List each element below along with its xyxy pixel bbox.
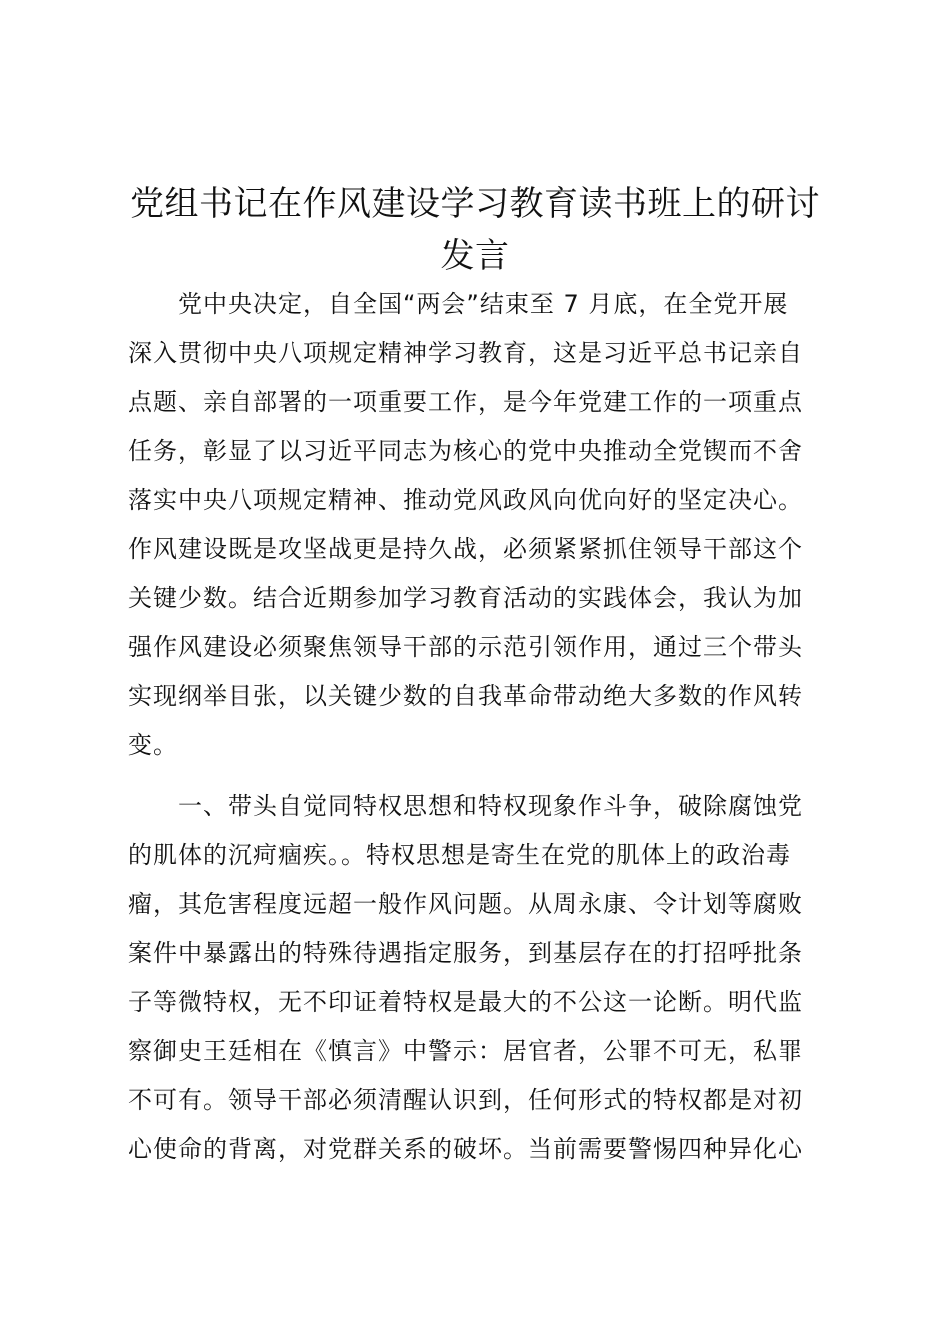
title-line: 发言 [440, 236, 510, 276]
text-line: 实现纲举目张，以关键少数的自我革命带动绝大多数的作风转 [128, 682, 803, 710]
paragraph-section-one [128, 782, 832, 1174]
text-line: 强作风建设必须聚焦领导干部的示范引领作用，通过三个带头 [128, 633, 803, 661]
text-line: 一、带头自觉同特权思想和特权现象作斗争，破除腐蚀党 [128, 792, 803, 820]
text-line: 深入贯彻中央八项规定精神学习教育，这是习近平总书记亲自 [128, 339, 803, 367]
paragraph-gap [128, 770, 832, 782]
title-line: 党组书记在作风建设学习教育读书班上的研讨 [130, 184, 820, 224]
text-line: 瘤，其危害程度远超一般作风问题。从周永康、令计划等腐败 [128, 890, 803, 918]
text-line: 案件中暴露出的特殊待遇指定服务，到基层存在的打招呼批条 [128, 939, 803, 967]
text-line: 落实中央八项规定精神、推动党风政风向优向好的坚定决心。 [128, 486, 803, 514]
text-line: 任务，彰显了以习近平同志为核心的党中央推动全党锲而不舍 [128, 437, 803, 465]
text-line: 变。 [128, 731, 178, 759]
text-line: 心使命的背离，对党群关系的破坏。当前需要警惕四种异化心 [128, 1135, 803, 1163]
text-line: 作风建设既是攻坚战更是持久战，必须紧紧抓住领导干部这个 [128, 535, 803, 563]
text-line: 的肌体的沉疴痼疾。。特权思想是寄生在党的肌体上的政治毒 [128, 841, 791, 869]
text-line: 不可有。领导干部必须清醒认识到，任何形式的特权都是对初 [128, 1086, 803, 1114]
paragraph-intro [128, 280, 832, 770]
text-line: 点题、亲自部署的一项重要工作，是今年党建工作的一项重点 [128, 388, 803, 416]
text-line: 关键少数。结合近期参加学习教育活动的实践体会，我认为加 [128, 584, 803, 612]
document-body [128, 280, 832, 1174]
text-line: 子等微特权，无不印证着特权是最大的不公这一论断。明代监 [128, 988, 803, 1016]
text-line: 党中央决定，自全国“两会”结束至 7 月底，在全党开展 [128, 290, 789, 318]
document-title [118, 178, 832, 282]
text-line: 察御史王廷相在《慎言》中警示：居官者，公罪不可无，私罪 [128, 1037, 803, 1065]
